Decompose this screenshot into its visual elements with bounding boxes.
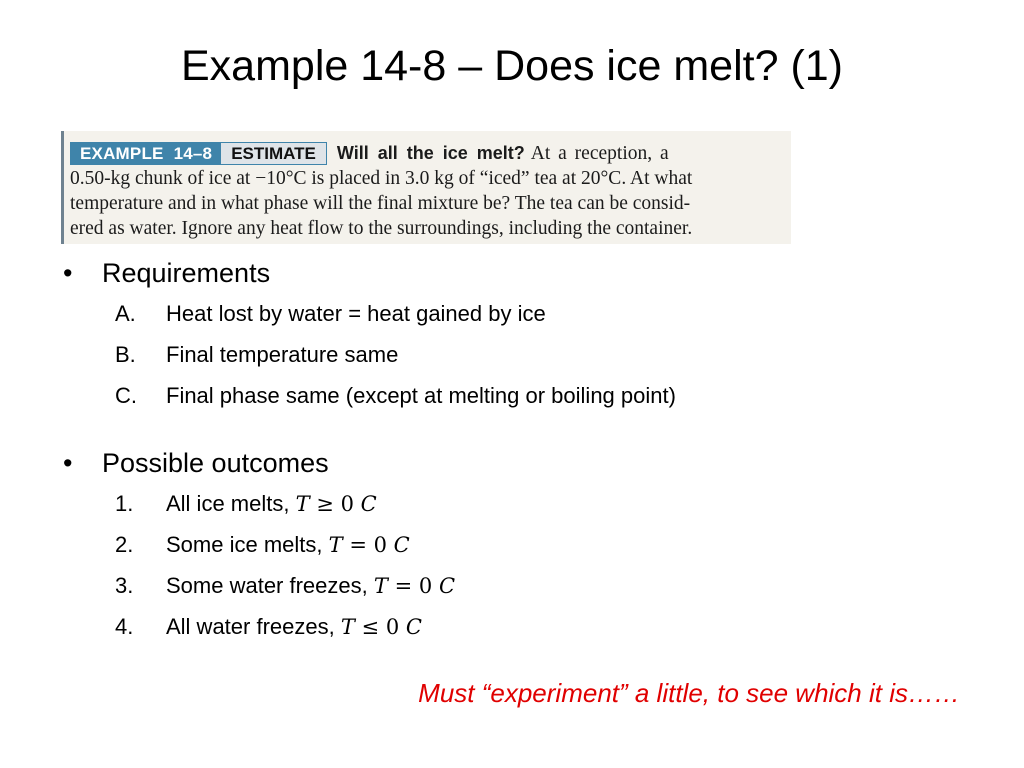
requirement-text: Final phase same (except at melting or boiling point): [166, 383, 676, 408]
list-marker: 4.: [115, 614, 134, 639]
outcome-text: [166, 611, 422, 643]
relation-symbol: =: [394, 574, 413, 598]
requirements-heading: Requirements: [102, 258, 271, 288]
outcome-text: [166, 570, 455, 602]
requirement-text: Final temperature same: [166, 342, 399, 367]
outcome-text: [166, 529, 410, 561]
excerpt-line-3: temperature and in what phase will the final mixture be? The tea can be consid-: [70, 193, 691, 214]
outcome-label: Some ice melts,: [166, 532, 329, 557]
temperature-variable: T: [295, 492, 310, 516]
list-marker: C.: [115, 383, 137, 408]
temperature-variable: T: [340, 615, 355, 639]
relation-symbol: ≤: [361, 615, 380, 639]
temperature-value: 0: [373, 533, 387, 557]
example-badge: [70, 142, 220, 165]
outcome-equation: [374, 574, 455, 598]
temperature-value: 0: [385, 615, 400, 639]
excerpt-first-line: [70, 141, 785, 166]
outcome-label: All water freezes,: [166, 614, 341, 639]
list-marker: B.: [115, 342, 136, 367]
temperature-value: 0: [418, 574, 433, 598]
outcome-text: [166, 488, 377, 520]
requirement-text: Heat lost by water = heat gained by ice: [166, 301, 546, 326]
example-question: Will all the ice melt?: [336, 143, 525, 163]
textbook-excerpt-image: [61, 131, 791, 244]
temperature-unit: C: [360, 492, 377, 516]
example-badge-label: EXAMPLE: [80, 144, 164, 163]
example-badge-number: 14–8: [173, 144, 213, 163]
outcome-equation: [341, 615, 422, 639]
temperature-variable: T: [328, 533, 343, 557]
excerpt-line-1: At a reception, a: [530, 143, 669, 164]
list-marker: 2.: [115, 532, 134, 557]
excerpt-line-2: 0.50-kg chunk of ice at −10°C is placed in 3.0 kg of “iced” tea at 20°C. At what: [70, 168, 693, 189]
temperature-unit: C: [405, 615, 422, 639]
list-marker: 1.: [115, 491, 134, 516]
temperature-value: 0: [340, 492, 354, 516]
excerpt-line-4: ered as water. Ignore any heat flow to the surroundings, including the container.: [70, 218, 693, 239]
bullet-icon: •: [63, 448, 73, 478]
slide-title: Example 14-8 – Does ice melt? (1): [180, 42, 843, 90]
temperature-variable: T: [373, 574, 388, 598]
outcome-equation: [296, 492, 377, 516]
outcome-label: Some water freezes,: [166, 573, 374, 598]
experiment-note: Must “experiment” a little, to see which it is……: [418, 678, 960, 708]
list-marker: A.: [115, 301, 136, 326]
outcome-equation: [329, 533, 410, 557]
list-marker: 3.: [115, 573, 134, 598]
temperature-unit: C: [438, 574, 456, 598]
relation-symbol: =: [349, 533, 367, 557]
outcome-label: All ice melts,: [166, 491, 296, 516]
temperature-unit: C: [393, 533, 410, 557]
relation-symbol: ≥: [316, 492, 334, 516]
estimate-badge: ESTIMATE: [220, 142, 327, 165]
bullet-icon: •: [63, 258, 73, 288]
outcomes-heading: Possible outcomes: [102, 448, 329, 478]
